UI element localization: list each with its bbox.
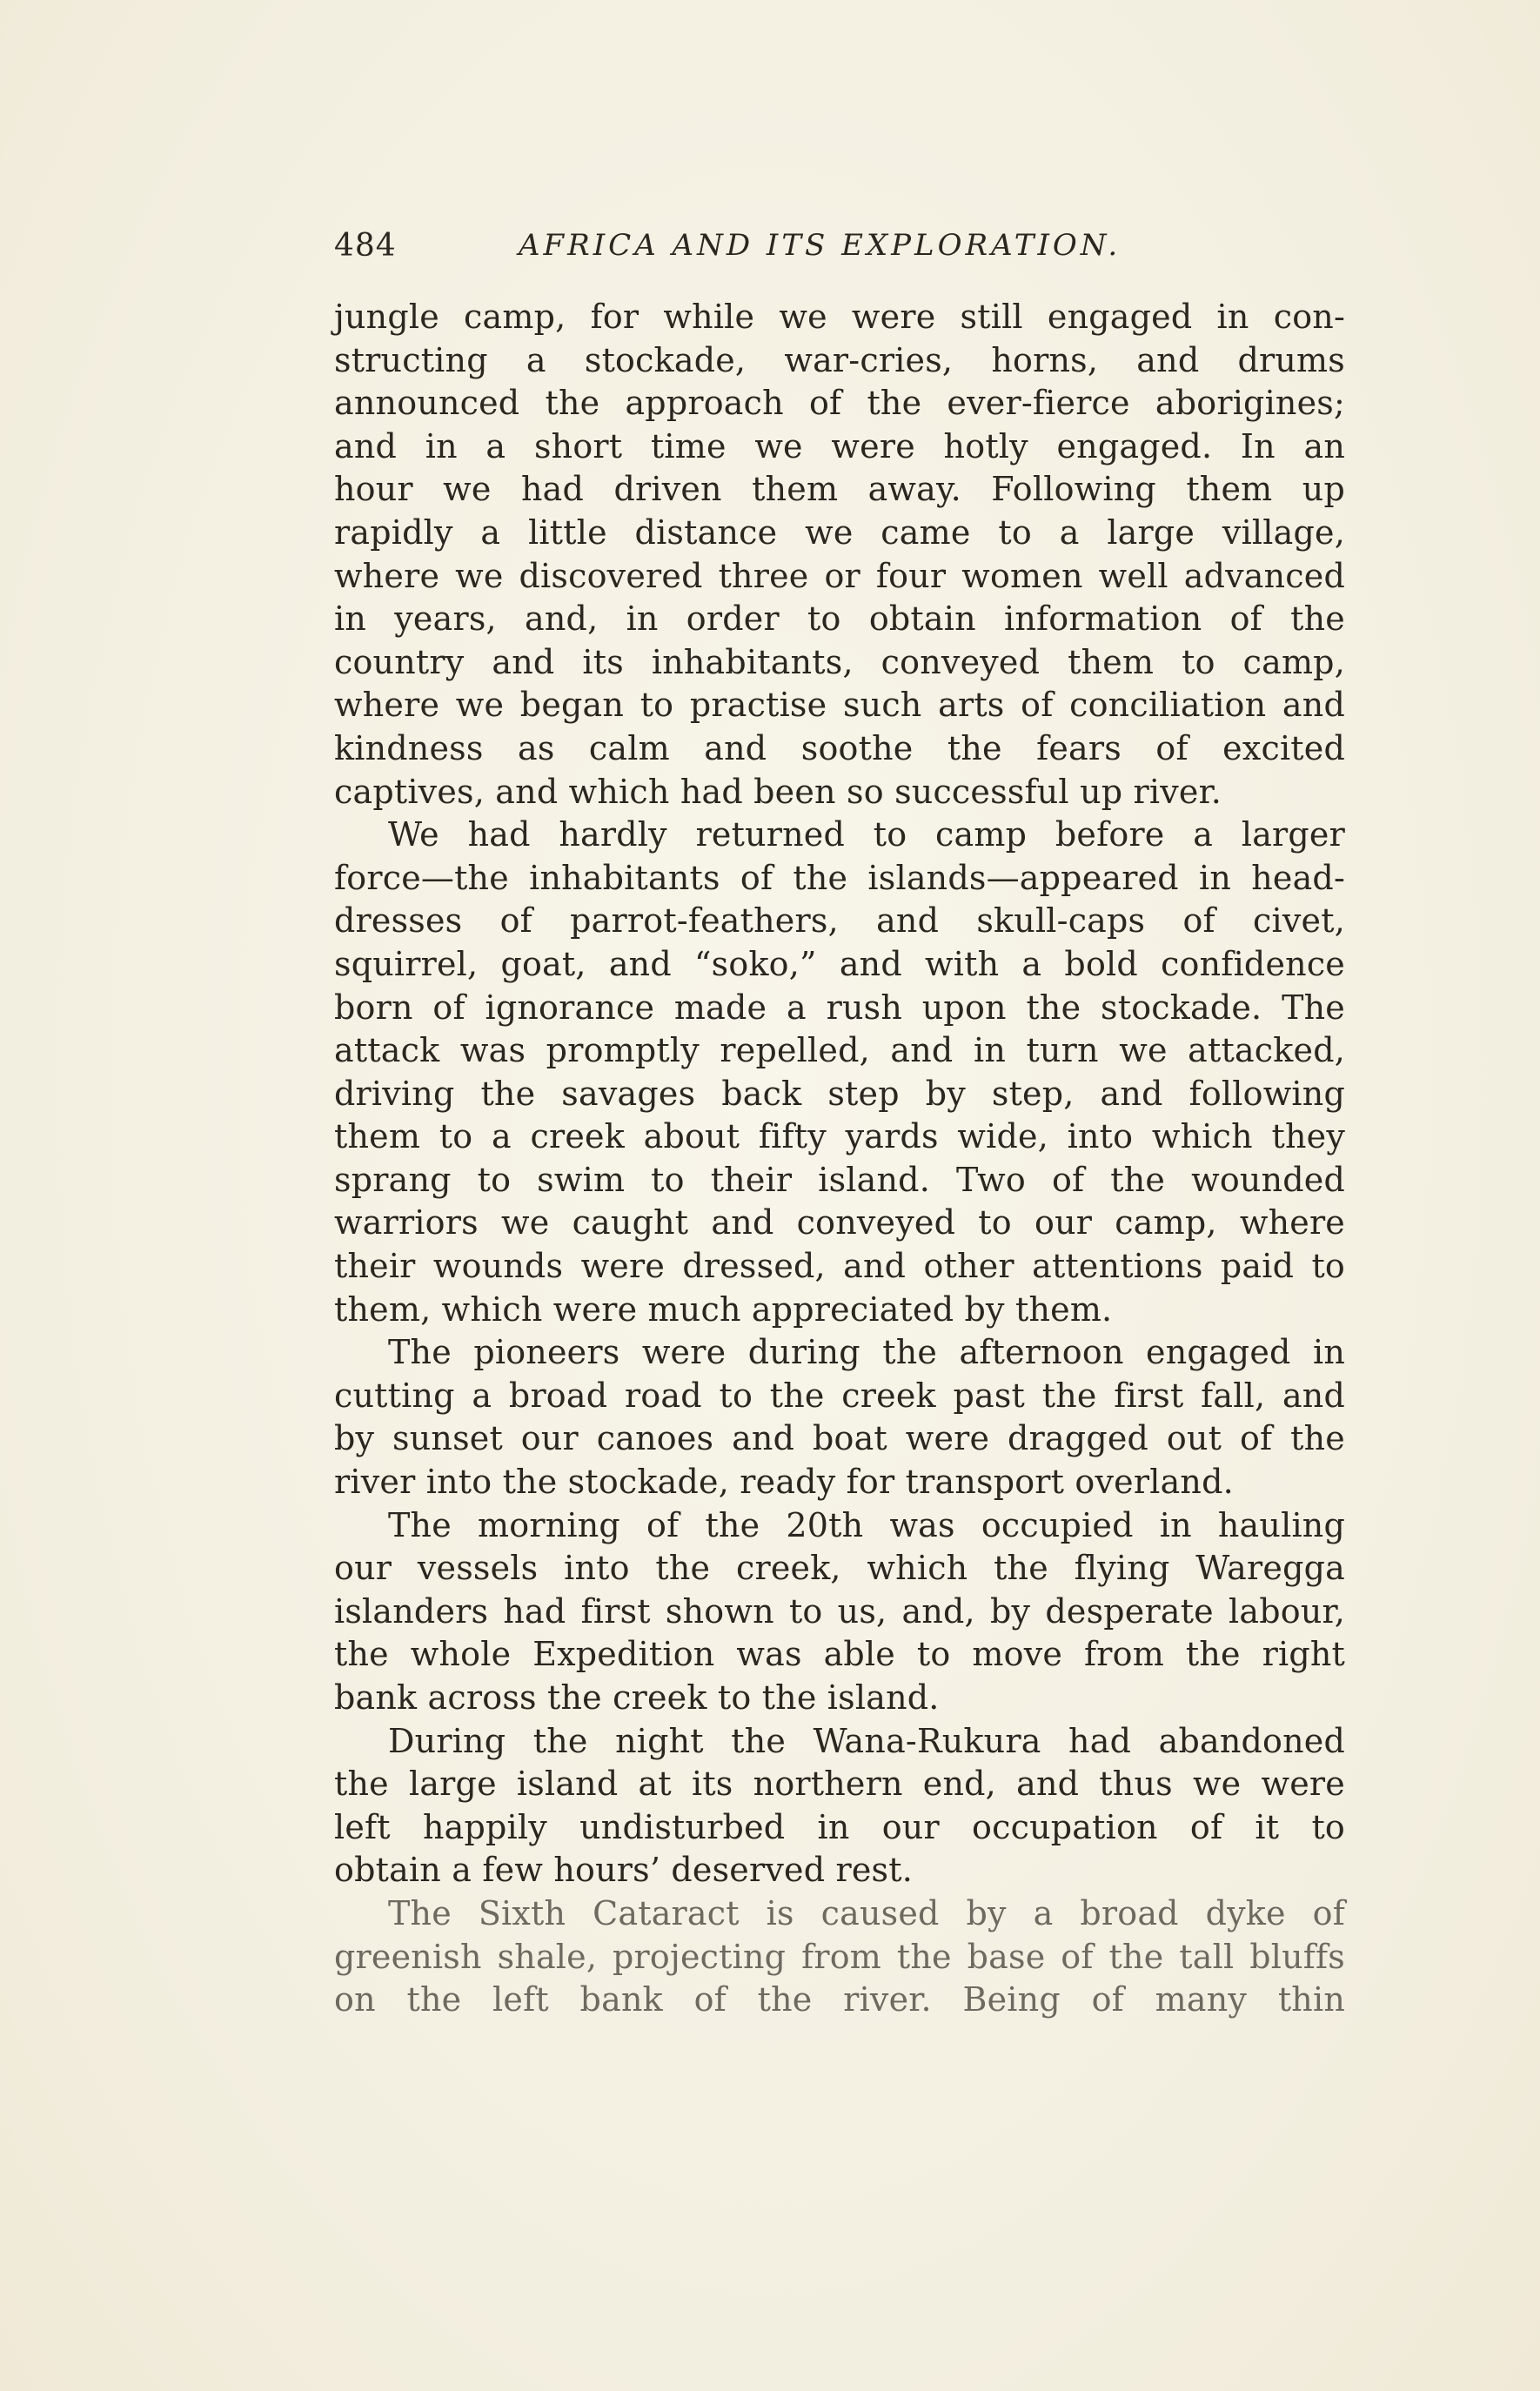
text-line: warriors we caught and conveyed to our camp, where — [334, 1203, 1345, 1242]
text-line: jungle camp, for while we were still engaged in con- — [334, 298, 1345, 336]
page-header — [334, 228, 1343, 271]
text-line: hour we had driven them away. Following them up — [334, 470, 1345, 509]
paragraph-start: The morning of the 20th was occupied in hauling — [388, 1505, 1345, 1544]
text-line: sprang to swim to their island. Two of the wounded — [334, 1160, 1345, 1199]
text-line: where we began to practise such arts of conciliation and — [334, 686, 1345, 725]
text-line: captives, and which had been so successful up river. — [334, 772, 1222, 811]
text-line: our vessels into the creek, which the flying Waregga — [334, 1549, 1345, 1588]
paragraph-start: During the night the Wana-Rukura had abandoned — [388, 1721, 1345, 1760]
paragraph-start: The Sixth Cataract is caused by a broad dyke of — [388, 1893, 1345, 1932]
text-line: in years, and, in order to obtain information of the — [334, 599, 1345, 639]
text-line: driving the savages back step by step, and following — [334, 1074, 1345, 1113]
text-line: river into the stockade, ready for transport overland. — [334, 1463, 1234, 1502]
text-line: by sunset our canoes and boat were dragged out of the — [334, 1419, 1345, 1458]
text-line: dresses of parrot-feathers, and skull-caps of civet, — [334, 901, 1345, 941]
text-line: islanders had first shown to us, and, by desperate labour, — [334, 1591, 1345, 1631]
paragraph-start: We had hardly returned to camp before a larger — [388, 815, 1345, 854]
text-line: the large island at its northern end, and thus we were — [334, 1765, 1345, 1804]
text-line: and in a short time we were hotly engaged. In an — [334, 426, 1345, 465]
text-line: announced the approach of the ever-fierce aborigines; — [334, 384, 1345, 423]
text-line: rapidly a little distance we came to a large village, — [334, 512, 1345, 552]
text-line: their wounds were dressed, and other attentions paid to — [334, 1247, 1345, 1286]
text-line: country and its inhabitants, conveyed them to camp, — [334, 642, 1345, 681]
text-line: them, which were much appreciated by them. — [334, 1289, 1113, 1329]
text-line: on the left bank of the river. Being of many thin — [334, 1980, 1345, 2019]
body-text — [334, 296, 1345, 2022]
text-line: squirrel, goat, and “soko,” and with a bold confidence — [334, 944, 1345, 983]
paragraph-start: The pioneers were during the afternoon engaged in — [388, 1333, 1345, 1372]
text-line: obtain a few hours’ deserved rest. — [334, 1851, 914, 1890]
text-line: where we discovered three or four women well advanced — [334, 556, 1345, 595]
text-line: them to a creek about fifty yards wide, into which they — [334, 1117, 1345, 1156]
text-line: the whole Expedition was able to move from the right — [334, 1635, 1345, 1674]
text-line: cutting a broad road to the creek past the first fall, and — [334, 1376, 1345, 1415]
text-line: bank across the creek to the island. — [334, 1678, 940, 1717]
text-line: attack was promptly repelled, and in turn we attacked, — [334, 1031, 1345, 1070]
text-line: left happily undisturbed in our occupation of it to — [334, 1807, 1345, 1846]
text-line: force—the inhabitants of the islands—appeared in head- — [334, 858, 1345, 897]
text-line: greenish shale, projecting from the base of the tall bluffs — [334, 1937, 1345, 1976]
text-line: structing a stockade, war-cries, horns, and drums — [334, 340, 1345, 379]
text-line: kindness as calm and soothe the fears of excited — [334, 728, 1345, 767]
page-number: 484 — [334, 228, 397, 264]
running-title: AFRICA AND ITS EXPLORATION. — [519, 228, 1122, 263]
text-line: born of ignorance made a rush upon the stockade. The — [334, 988, 1345, 1027]
